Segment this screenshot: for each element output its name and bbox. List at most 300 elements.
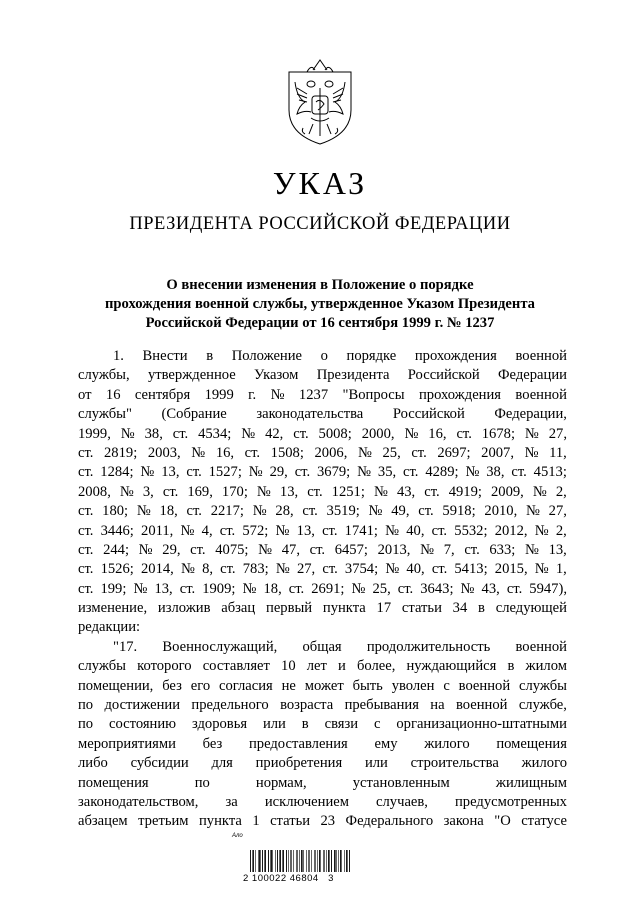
body-word: 13, bbox=[296, 522, 315, 539]
body-word: статьи bbox=[270, 813, 311, 830]
body-word: ст. bbox=[186, 503, 202, 520]
body-word: 2697; bbox=[437, 444, 471, 461]
body-word: № bbox=[404, 425, 419, 442]
body-word: 4289; bbox=[425, 464, 459, 481]
body-word: в bbox=[206, 348, 214, 364]
body-word: связи bbox=[324, 716, 359, 733]
body-word: 2003, bbox=[147, 444, 181, 461]
body-line bbox=[78, 715, 567, 734]
body-word: 1 bbox=[252, 813, 260, 830]
body-word: и bbox=[338, 658, 346, 675]
body-word: № bbox=[460, 580, 475, 597]
body-word: общая bbox=[302, 638, 342, 655]
body-word: исключением bbox=[264, 793, 349, 810]
body-word: 2217; bbox=[210, 503, 244, 520]
body-word: с bbox=[373, 716, 381, 733]
body-word: помещении, bbox=[78, 677, 154, 694]
body-word: г. bbox=[248, 386, 257, 403]
body-word: 2013, bbox=[377, 541, 411, 558]
body-word: Федерации, bbox=[494, 406, 567, 423]
body-word: (Собрание bbox=[161, 406, 227, 423]
body-word: № bbox=[119, 483, 134, 500]
body-word: изменение, bbox=[78, 600, 148, 617]
body-word: возраста bbox=[280, 697, 334, 714]
body-word: № bbox=[534, 561, 549, 578]
body-line bbox=[78, 405, 567, 424]
body-word: № bbox=[524, 425, 539, 442]
body-word: 13, bbox=[154, 580, 173, 597]
body-word: за bbox=[225, 793, 238, 810]
body-word: № bbox=[252, 503, 267, 520]
body-word: 27, bbox=[548, 425, 567, 442]
body-word: ст. bbox=[403, 464, 419, 481]
body-word: ст. bbox=[464, 541, 480, 558]
body-word: 40, bbox=[406, 561, 425, 578]
body-word: № bbox=[138, 541, 153, 558]
body-word: в bbox=[301, 716, 309, 733]
body-word: с bbox=[443, 677, 450, 694]
body-word: 38, bbox=[486, 464, 505, 481]
body-line bbox=[78, 463, 567, 482]
body-word: уволен bbox=[391, 677, 435, 694]
body-word: 49, bbox=[391, 503, 410, 520]
body-word: статьи bbox=[401, 600, 442, 617]
body-word: быть bbox=[352, 677, 383, 694]
body-word: законодательства bbox=[256, 406, 364, 423]
body-word: 244; bbox=[103, 541, 130, 558]
document-subtitle: ПРЕЗИДЕНТА РОССИЙСКОЙ ФЕДЕРАЦИИ bbox=[129, 214, 511, 234]
body-word: предоставления bbox=[248, 735, 348, 752]
body-word: 25, bbox=[372, 580, 391, 597]
body-word: 5413; bbox=[454, 561, 488, 578]
body-word: № bbox=[242, 580, 257, 597]
body-word: прохождения bbox=[414, 348, 497, 364]
body-word: 4, bbox=[201, 522, 213, 539]
body-word: 2015, bbox=[494, 561, 528, 578]
body-word: Российской bbox=[407, 367, 480, 384]
body-word: 40, bbox=[406, 522, 425, 539]
body-word: ст. bbox=[302, 503, 318, 520]
body-word: 5008; bbox=[318, 425, 352, 442]
body-word: более, bbox=[356, 658, 396, 675]
body-word: ст. bbox=[179, 580, 196, 597]
body-word: составляет bbox=[202, 658, 270, 675]
body-word: о bbox=[320, 348, 328, 364]
body-word: 572; bbox=[242, 522, 269, 539]
body-word: на bbox=[430, 697, 445, 714]
body-word: ст. bbox=[418, 503, 434, 520]
body-word: его bbox=[190, 677, 211, 694]
body-word: 2012, bbox=[494, 522, 528, 539]
body-word: службы, bbox=[78, 367, 130, 384]
body-word: изложив bbox=[157, 600, 211, 617]
body-word: военной bbox=[515, 638, 567, 655]
body-word: или bbox=[262, 716, 286, 733]
body-word: здоровья bbox=[191, 716, 248, 733]
body-word: № bbox=[191, 444, 206, 461]
body-line bbox=[78, 774, 567, 793]
body-word: Федерации bbox=[498, 367, 567, 384]
body-word: ст. bbox=[220, 561, 236, 578]
body-word: прохождения bbox=[418, 386, 502, 403]
body-word: 2007, bbox=[481, 444, 514, 461]
body-word: ст. bbox=[162, 483, 179, 500]
body-word: ст. bbox=[244, 444, 261, 461]
body-word: № bbox=[180, 561, 195, 578]
body-word: № bbox=[385, 522, 400, 539]
body-line bbox=[78, 735, 567, 754]
body-word: 23 bbox=[320, 813, 336, 830]
heading-line: Российской Федерации от 16 сентября 1999 г. № 1237 bbox=[145, 315, 495, 331]
body-word: 1284; bbox=[100, 464, 134, 481]
body-line bbox=[78, 696, 567, 715]
body-word: ст. bbox=[78, 503, 94, 520]
body-word: № bbox=[532, 483, 547, 500]
body-word: которого bbox=[137, 658, 192, 675]
body-word: ст. bbox=[309, 541, 326, 558]
body-word: 38, bbox=[144, 425, 163, 442]
heading-line: прохождения военной службы, утвержденное Указом Президента bbox=[105, 296, 535, 312]
body-word: 2009, bbox=[490, 483, 524, 500]
body-word: № bbox=[275, 561, 290, 578]
body-word: случаев, bbox=[376, 793, 428, 810]
body-word: жилищным bbox=[495, 774, 567, 791]
body-word: военной bbox=[515, 348, 567, 364]
body-word: № bbox=[136, 503, 151, 520]
document-body bbox=[78, 347, 567, 832]
body-word: продолжительность bbox=[366, 638, 491, 655]
body-word: 5947), bbox=[529, 580, 567, 597]
body-line bbox=[78, 425, 567, 444]
state-emblem-icon bbox=[283, 58, 357, 146]
body-word: 1999, bbox=[78, 425, 111, 442]
body-word: ст. bbox=[322, 522, 338, 539]
body-word: от bbox=[78, 386, 92, 403]
body-word: № bbox=[373, 483, 388, 500]
body-word: 8, bbox=[202, 561, 214, 578]
body-word: состоянию bbox=[109, 716, 177, 733]
body-word: ст. bbox=[322, 561, 338, 578]
body-word: ст. bbox=[78, 541, 94, 558]
barcode-number: 2 100022 46804 3 bbox=[243, 873, 334, 884]
body-line bbox=[78, 347, 567, 366]
body-word: без bbox=[162, 677, 182, 694]
body-word: 2014, bbox=[140, 561, 174, 578]
body-word: 2000, bbox=[361, 425, 395, 442]
body-word: 783; bbox=[242, 561, 269, 578]
body-word: № bbox=[248, 464, 263, 481]
body-word: ему bbox=[374, 735, 398, 752]
body-word: 34 bbox=[452, 600, 468, 617]
body-word: в bbox=[478, 600, 485, 617]
body-word: 25, bbox=[382, 444, 401, 461]
document-title: УКАЗ bbox=[272, 165, 368, 201]
body-word: № bbox=[465, 464, 480, 481]
body-word: 2, bbox=[555, 522, 567, 539]
body-word: 4075; bbox=[215, 541, 249, 558]
body-word: может bbox=[304, 677, 344, 694]
body-word: пункта bbox=[322, 600, 366, 617]
body-word: ст. bbox=[172, 425, 189, 442]
body-word: ст. bbox=[78, 561, 94, 578]
body-word: 2008, bbox=[78, 483, 111, 500]
body-word: ст. bbox=[506, 580, 523, 597]
body-word: 16, bbox=[215, 444, 235, 461]
body-word: 7, bbox=[443, 541, 455, 558]
body-word: пребывания bbox=[344, 697, 419, 714]
body-word: первый bbox=[266, 600, 313, 617]
body-word: помещения bbox=[78, 774, 149, 791]
body-word: 1526; bbox=[100, 561, 134, 578]
body-line bbox=[78, 754, 567, 773]
body-word: 29, bbox=[269, 464, 288, 481]
body-word: предельного bbox=[191, 697, 269, 714]
body-word: 28, bbox=[275, 503, 294, 520]
body-word: жилого bbox=[521, 755, 567, 772]
body-word: ст. bbox=[78, 464, 94, 481]
body-word: 42, bbox=[265, 425, 284, 442]
body-word: 43, bbox=[396, 483, 416, 500]
barcode-icon bbox=[250, 850, 350, 874]
body-line bbox=[78, 677, 567, 696]
body-word: организационно-штатными bbox=[396, 716, 567, 733]
body-word: 10 bbox=[281, 658, 296, 675]
body-word: 1999 bbox=[204, 386, 234, 403]
body-word: № bbox=[524, 541, 539, 558]
body-word: 35, bbox=[377, 464, 397, 481]
body-word: абзацем bbox=[78, 813, 128, 830]
body-word: по bbox=[78, 716, 94, 733]
body-word: ст. bbox=[424, 483, 440, 500]
body-word: приобретения bbox=[255, 755, 343, 772]
body-word: мероприятиями bbox=[78, 735, 176, 752]
body-word: военной bbox=[515, 386, 567, 403]
body-word: Федерального bbox=[345, 813, 434, 830]
body-word: № bbox=[357, 464, 372, 481]
body-word: 3, bbox=[142, 483, 154, 500]
body-word: 1, bbox=[555, 561, 567, 578]
body-word: службы bbox=[78, 658, 126, 675]
body-word: 1508; bbox=[270, 444, 304, 461]
body-word: 2006, bbox=[314, 444, 348, 461]
body-word: жилого bbox=[424, 735, 470, 752]
body-word: 27, bbox=[296, 561, 316, 578]
body-word: 4534; bbox=[198, 425, 232, 442]
body-word: № bbox=[357, 444, 372, 461]
body-line bbox=[78, 657, 567, 676]
body-word: либо bbox=[78, 755, 108, 772]
body-word: № bbox=[241, 425, 256, 442]
body-word: № bbox=[351, 580, 366, 597]
body-word: строительства bbox=[410, 755, 499, 772]
body-word: или bbox=[364, 755, 388, 772]
body-word: Положение bbox=[231, 348, 303, 364]
body-word: 3643; bbox=[420, 580, 454, 597]
body-word: 1251; bbox=[331, 483, 365, 500]
body-word: 1527; bbox=[208, 464, 242, 481]
body-word: 2010, bbox=[484, 503, 518, 520]
body-word: № bbox=[180, 522, 195, 539]
body-word: предусмотренных bbox=[455, 793, 567, 810]
body-word: 3519; bbox=[326, 503, 360, 520]
body-word: 11, bbox=[549, 444, 567, 461]
body-word: ст. bbox=[511, 464, 527, 481]
body-word: ст. bbox=[186, 464, 202, 481]
body-word: абзац bbox=[221, 600, 256, 617]
body-word: законодательством, bbox=[78, 793, 199, 810]
body-line bbox=[78, 483, 567, 502]
body-word: № bbox=[368, 503, 383, 520]
body-word: нуждающийся bbox=[406, 658, 497, 675]
body-word: № bbox=[258, 541, 273, 558]
body-word: субсидии bbox=[130, 755, 189, 772]
body-word: 2691; bbox=[311, 580, 345, 597]
body-word: 43, bbox=[481, 580, 500, 597]
body-line bbox=[78, 812, 567, 831]
body-word: 6457; bbox=[334, 541, 368, 558]
body-word: 5918; bbox=[442, 503, 476, 520]
body-word: нормам, bbox=[255, 774, 307, 791]
body-word: 3754; bbox=[344, 561, 379, 578]
body-word: ст. bbox=[78, 522, 94, 539]
print-stamp: Ало bbox=[232, 833, 243, 839]
body-word: № bbox=[133, 580, 148, 597]
body-word: статусе bbox=[521, 813, 567, 830]
body-line bbox=[78, 522, 567, 541]
body-line bbox=[78, 560, 567, 579]
body-word: для bbox=[211, 755, 233, 772]
body-word: 3446; bbox=[100, 522, 134, 539]
body-word: Указом bbox=[254, 367, 299, 384]
body-word: ст. bbox=[190, 541, 206, 558]
body-word: ст. bbox=[219, 522, 236, 539]
body-line bbox=[78, 366, 567, 385]
body-word: 2, bbox=[555, 483, 567, 500]
body-line bbox=[78, 444, 567, 463]
body-word: 1741; bbox=[344, 522, 378, 539]
body-word: 47, bbox=[281, 541, 300, 558]
body-word: № bbox=[120, 425, 135, 442]
body-line bbox=[78, 386, 567, 405]
body-word: военной bbox=[455, 697, 508, 714]
body-word: ст. bbox=[431, 522, 448, 539]
body-word: в bbox=[507, 658, 515, 675]
body-word: 633; bbox=[489, 541, 516, 558]
body-word: 13, bbox=[161, 464, 180, 481]
body-line bbox=[78, 638, 567, 657]
body-word: № bbox=[140, 464, 155, 481]
body-word: 4919; bbox=[448, 483, 482, 500]
body-word: 13, bbox=[548, 541, 567, 558]
body-word: № bbox=[534, 522, 549, 539]
body-line bbox=[78, 793, 567, 812]
body-word: № bbox=[524, 444, 539, 461]
body-word: 1237 bbox=[298, 386, 329, 403]
body-word: редакции: bbox=[78, 619, 141, 636]
body-word: № bbox=[256, 483, 271, 500]
body-word: третьим bbox=[138, 813, 189, 830]
body-word: 4513; bbox=[533, 464, 567, 481]
body-word: № bbox=[385, 561, 400, 578]
body-word: 18, bbox=[263, 580, 282, 597]
body-word: службы bbox=[519, 677, 567, 694]
body-word: 1678; bbox=[481, 425, 515, 442]
body-line bbox=[78, 599, 567, 618]
body-word: ст. bbox=[293, 425, 309, 442]
body-word: ст. bbox=[397, 580, 414, 597]
body-word: 199; bbox=[100, 580, 127, 597]
body-word: 1. bbox=[113, 348, 124, 364]
body-word: по bbox=[78, 697, 94, 714]
body-word: службе, bbox=[518, 697, 567, 714]
body-word: ст. bbox=[294, 464, 311, 481]
body-word: 16, bbox=[428, 425, 447, 442]
body-word: не bbox=[281, 677, 296, 694]
body-word: 27, bbox=[548, 503, 567, 520]
body-word: 2819; bbox=[104, 444, 138, 461]
body-word: по bbox=[194, 774, 210, 791]
body-word: следующей bbox=[495, 600, 567, 617]
body-word: службы" bbox=[78, 406, 132, 423]
body-word: "Вопросы bbox=[342, 386, 405, 403]
body-word: 1909; bbox=[202, 580, 236, 597]
body-word: 17 bbox=[376, 600, 392, 617]
body-word: Российской bbox=[392, 406, 465, 423]
body-word: 13, bbox=[279, 483, 299, 500]
body-word: "О bbox=[494, 813, 511, 830]
body-word: № bbox=[270, 386, 285, 403]
body-word: 18, bbox=[159, 503, 178, 520]
body-word: ст. bbox=[288, 580, 305, 597]
body-word: 2011, bbox=[141, 522, 174, 539]
body-word: закона bbox=[443, 813, 484, 830]
body-word: достижении bbox=[104, 697, 181, 714]
body-word: без bbox=[202, 735, 223, 752]
body-word: пункта bbox=[199, 813, 242, 830]
body-line bbox=[78, 541, 567, 560]
document-heading bbox=[90, 276, 550, 333]
body-word: лет bbox=[306, 658, 327, 675]
heading-line: О внесении изменения в Положение о порядке bbox=[166, 277, 474, 293]
body-line bbox=[78, 502, 567, 521]
body-word: 5532; bbox=[454, 522, 488, 539]
body-word: 29, bbox=[162, 541, 181, 558]
body-word: Президента bbox=[316, 367, 390, 384]
body-word: утвержденное bbox=[147, 367, 236, 384]
body-word: сентября bbox=[134, 386, 191, 403]
body-word: ст. bbox=[456, 425, 472, 442]
body-line bbox=[78, 618, 567, 637]
body-word: 170; bbox=[221, 483, 248, 500]
body-word: ст. bbox=[411, 444, 427, 461]
body-word: "17. bbox=[113, 638, 138, 655]
body-word: ст. bbox=[431, 561, 448, 578]
body-line bbox=[78, 580, 567, 599]
body-word: № bbox=[525, 503, 540, 520]
body-word: Внести bbox=[142, 348, 188, 364]
body-word: жилом bbox=[525, 658, 567, 675]
body-word: 16 bbox=[105, 386, 121, 403]
body-word: № bbox=[275, 522, 290, 539]
body-word: ст. bbox=[307, 483, 323, 500]
body-word: военной bbox=[458, 677, 511, 694]
body-word: ст. bbox=[78, 444, 94, 461]
body-word: № bbox=[420, 541, 435, 558]
body-word: 180; bbox=[102, 503, 129, 520]
body-word: 3679; bbox=[316, 464, 351, 481]
body-word: согласия bbox=[218, 677, 273, 694]
body-word: 169, bbox=[187, 483, 213, 500]
